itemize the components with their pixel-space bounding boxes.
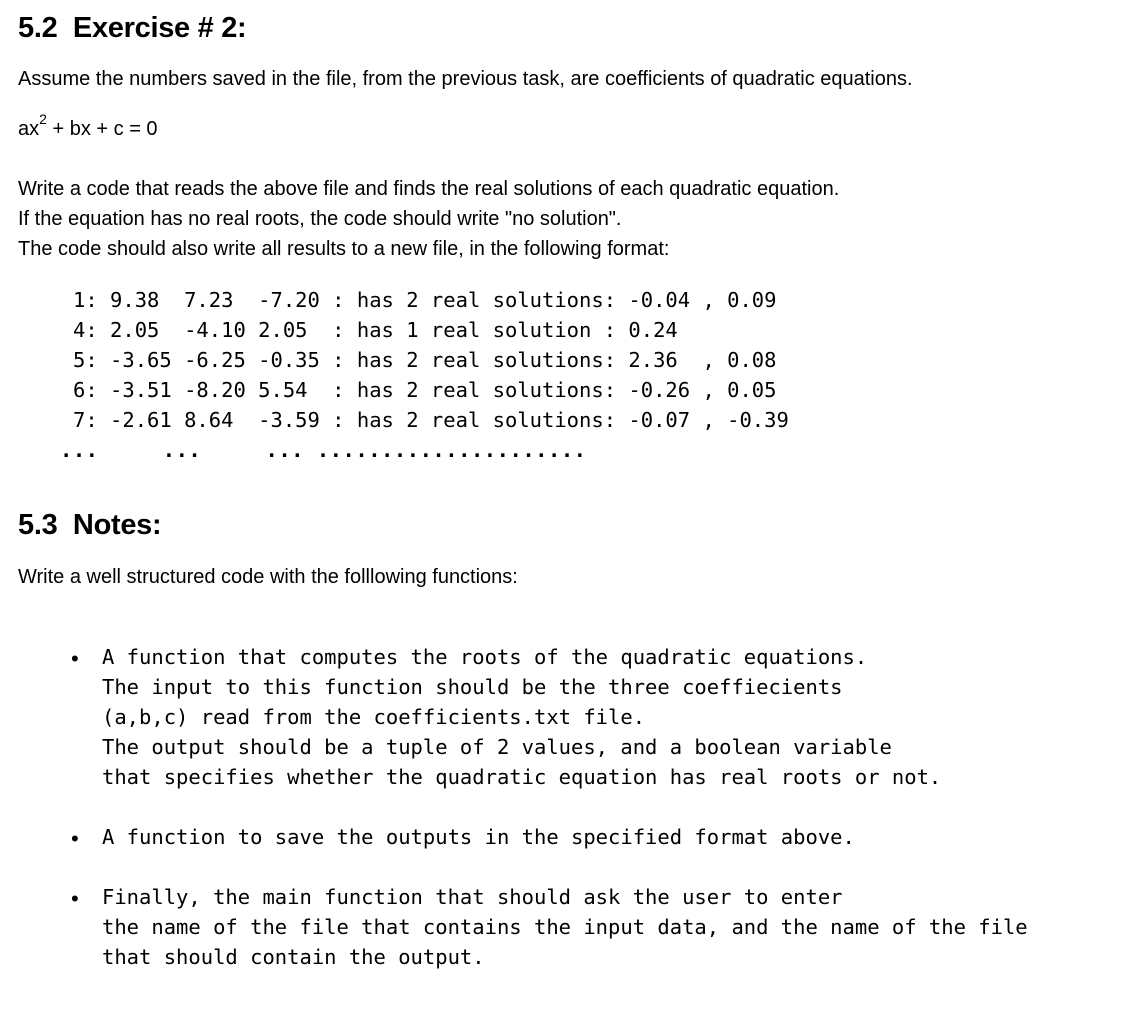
bullet-text-line: Finally, the main function that should ask the user to enter xyxy=(102,885,843,909)
section-heading-notes: 5.3 Notes: xyxy=(18,509,162,541)
output-example-ellipsis: ... ... ... ..................... xyxy=(60,438,587,462)
output-example-line: 6: -3.51 -8.20 5.54 : has 2 real solutions: -0.26 , 0.05 xyxy=(73,378,777,402)
output-example-line: 1: 9.38 7.23 -7.20 : has 2 real solutions: -0.04 , 0.09 xyxy=(73,288,777,312)
bullet-text-line: A function to save the outputs in the specified format above. xyxy=(102,825,855,849)
output-example-line: 4: 2.05 -4.10 2.05 : has 1 real solution : 0.24 xyxy=(73,318,678,342)
quadratic-equation xyxy=(18,111,158,141)
bullet-text-line: A function that computes the roots of the quadratic equations. xyxy=(102,645,868,669)
bullet-text-line: The output should be a tuple of 2 values, and a boolean variable xyxy=(102,735,892,759)
instruction-line: The code should also write all results to a new file, in the following format: xyxy=(18,238,670,260)
bullet-text-line: that specifies whether the quadratic equation has real roots or not. xyxy=(102,765,942,789)
bullet-text-line: The input to this function should be the three coeffiecients xyxy=(102,675,843,699)
section-heading-exercise-2: 5.2 Exercise # 2: xyxy=(18,12,247,44)
notes-intro: Write a well structured code with the folllowing functions: xyxy=(18,566,518,588)
bullet-text-line: (a,b,c) read from the coefficients.txt file. xyxy=(102,705,646,729)
equation-suffix: + bx + c = 0 xyxy=(46,118,158,140)
instruction-line: If the equation has no real roots, the code should write "no solution". xyxy=(18,208,622,230)
equation-exponent: 2 xyxy=(39,111,47,128)
bullet-text-line: the name of the file that contains the input data, and the name of the file xyxy=(102,915,1028,939)
bullet-marker: • xyxy=(71,886,79,911)
bullet-text-line: that should contain the output. xyxy=(102,945,485,969)
bullet-marker: • xyxy=(71,826,79,851)
exercise-intro: Assume the numbers saved in the file, from the previous task, are coefficients of quadratic equations. xyxy=(18,68,913,90)
instruction-line: Write a code that reads the above file and finds the real solutions of each quadratic equation. xyxy=(18,178,840,200)
equation-prefix: ax xyxy=(18,118,40,140)
bullet-marker: • xyxy=(71,646,79,671)
output-example-line: 7: -2.61 8.64 -3.59 : has 2 real solutions: -0.07 , -0.39 xyxy=(73,408,789,432)
output-example-line: 5: -3.65 -6.25 -0.35 : has 2 real solutions: 2.36 , 0.08 xyxy=(73,348,777,372)
